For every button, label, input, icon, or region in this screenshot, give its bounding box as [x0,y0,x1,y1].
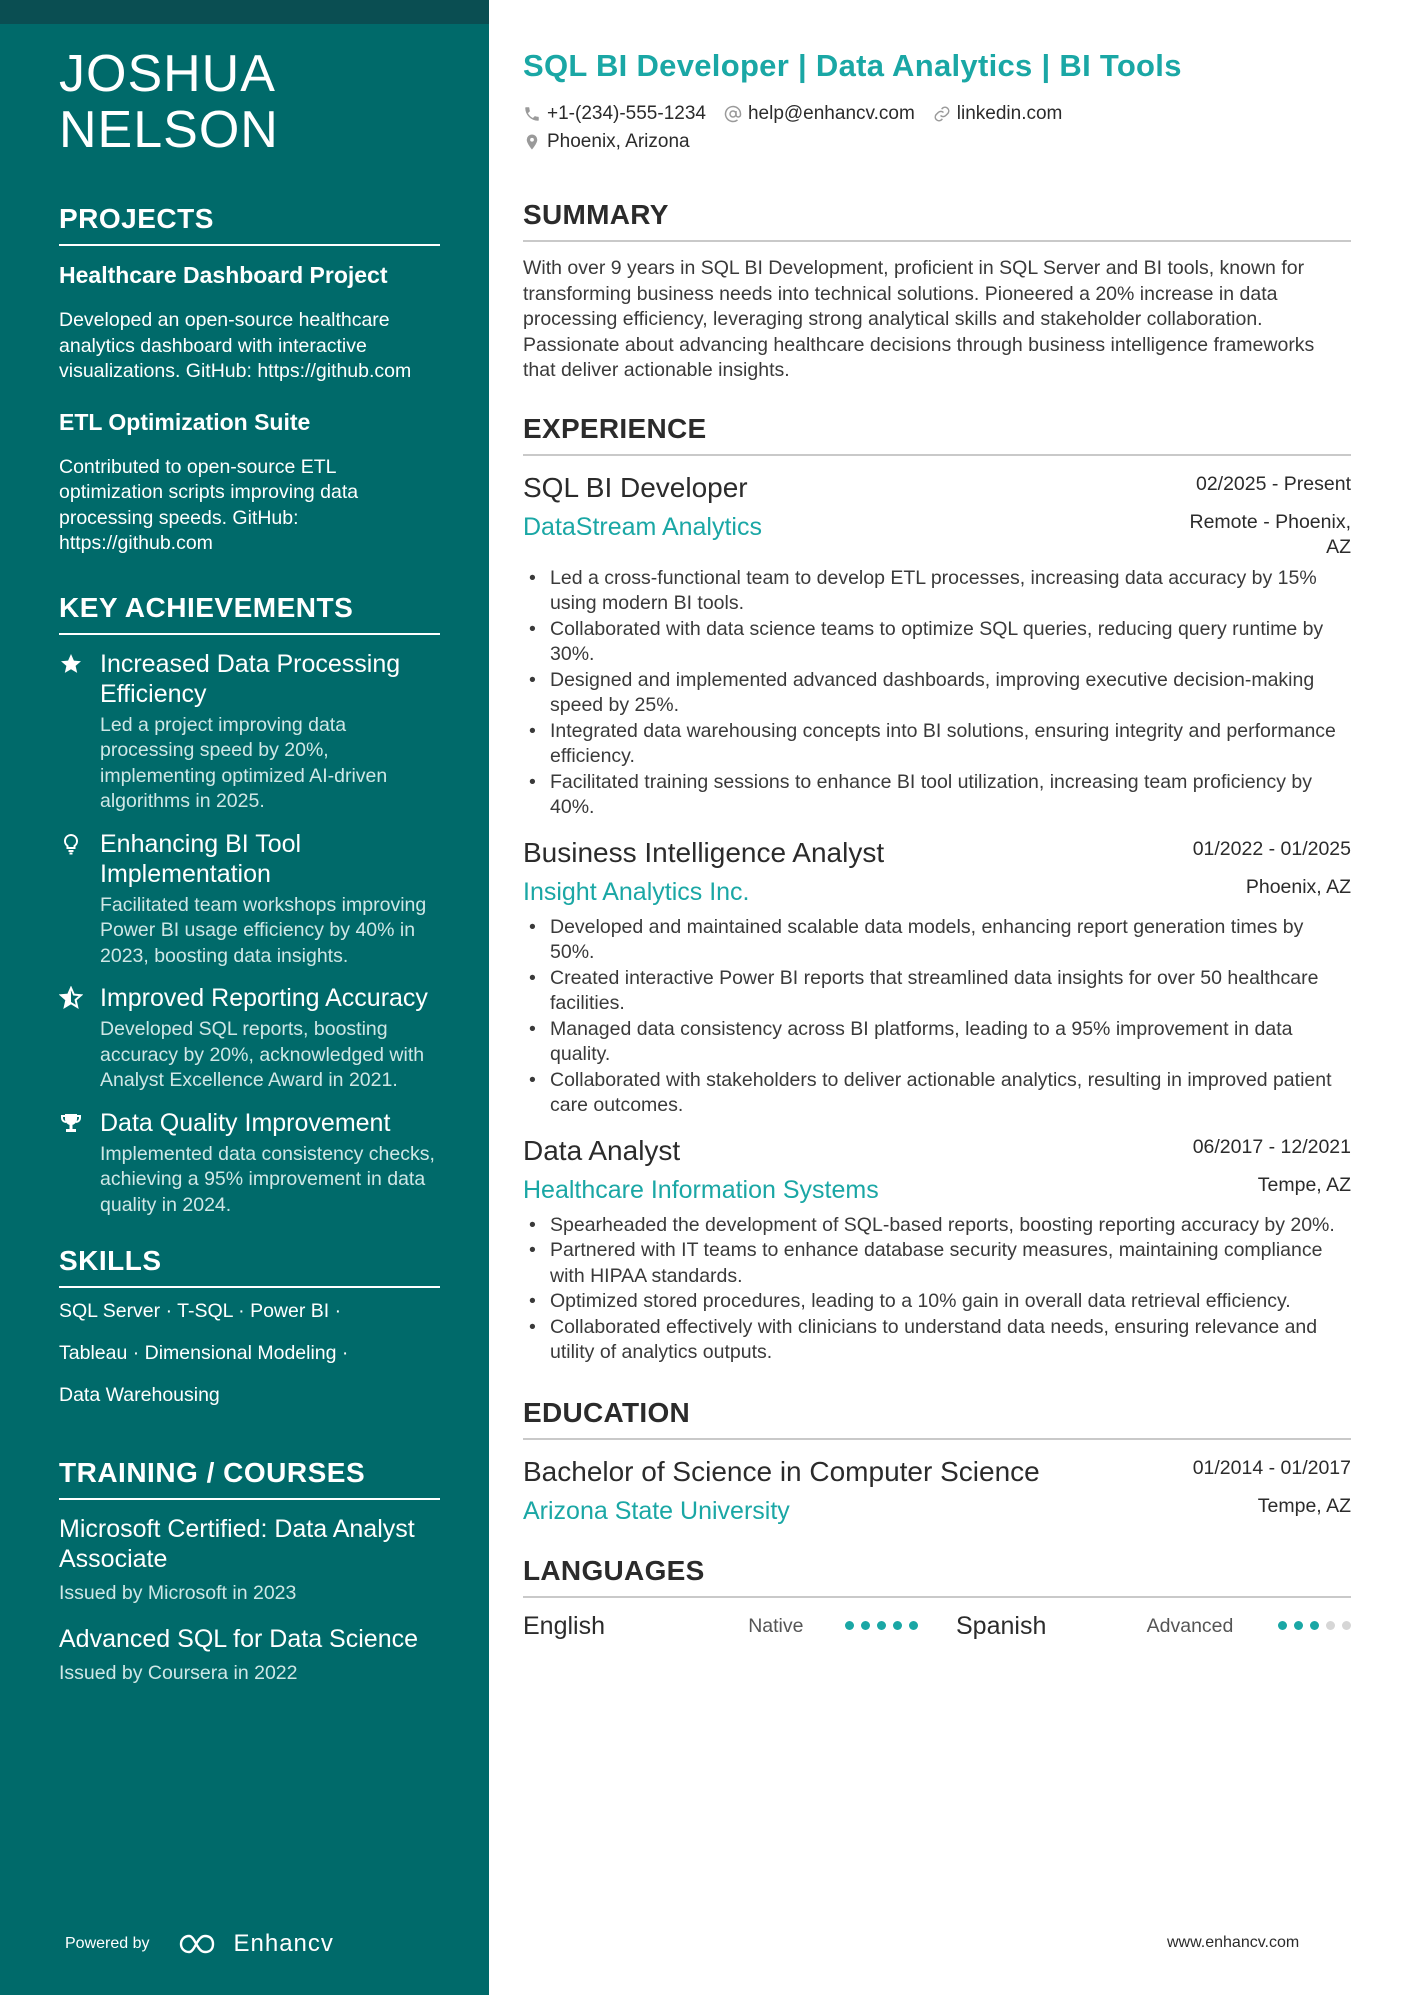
course-meta: Issued by Coursera in 2022 [59,1662,298,1684]
education-section [523,1396,1351,1528]
skills-line: Tableau · Dimensional Modeling · [59,1342,349,1364]
achievement-desc: Facilitated team workshops improving Power BI usage efficiency by 40% in 2023, boosting data insights. [100,893,427,967]
education-location: Tempe, AZ [1257,1494,1351,1517]
bullet-item: • Spearheaded the development of SQL-based reports, boosting reporting accuracy by 20%. [523,1213,1351,1239]
job-entry [523,1133,1351,1366]
achievement-desc: Developed SQL reports, boosting accuracy by 20%, acknowledged with Analyst Excellence Award in 2021. [100,1018,425,1091]
main-content [523,46,1351,1642]
training-title: TRAINING / COURSES [59,1457,366,1488]
achievements-title: KEY ACHIEVEMENTS [59,591,354,623]
job-bullets [523,566,1351,821]
training-section [59,1456,440,1686]
bullet-item: • Designed and implemented advanced dashboards, improving executive decision-making speed by 25%. [523,668,1351,719]
at-icon [724,105,742,123]
lightbulb-icon [59,832,83,856]
course-item [59,1624,440,1686]
bullet-item: • Developed and maintained scalable data models, enhancing report generation times by 50%. [523,915,1351,966]
summary-section [523,198,1351,384]
location-pin-icon [523,133,541,151]
languages-title: LANGUAGES [523,1554,705,1586]
job-dates: 06/2017 - 12/2021 [1192,1135,1351,1158]
powered-by-label: Powered by [65,1935,150,1952]
bullet-item: • Led a cross-functional team to develop ETL processes, increasing data accuracy by 15% using modern BI tools. [523,566,1351,617]
job-title: Business Intelligence Analyst [523,836,885,868]
achievement-item [59,829,440,970]
powered-by [65,1930,334,1958]
rating-dot-filled [909,1621,918,1630]
achievement-desc: Led a project improving data processing speed by 20%, implementing optimized AI-driven algorithms in 2025. [100,713,388,812]
course-title: Microsoft Certified: Data Analyst Associate [59,1515,415,1573]
sidebar [0,0,489,1995]
experience-section [523,412,1351,1366]
job-bullets [523,1213,1351,1366]
phone-icon [523,105,541,123]
course-meta: Issued by Microsoft in 2023 [59,1582,297,1604]
language-level: Advanced [1146,1614,1234,1637]
language-item [956,1610,1351,1642]
bullet-item: • Created interactive Power BI reports that streamlined data insights for over 50 healthcare facilities. [523,966,1351,1017]
achievement-title: Data Quality Improvement [100,1108,391,1137]
email-text: help@enhancv.com [747,103,915,124]
projects-title: PROJECTS [59,203,214,234]
company-name: DataStream Analytics [523,512,762,541]
brand-name: Enhancv [233,1930,334,1957]
education-dates: 01/2014 - 01/2017 [1192,1456,1351,1479]
school-name: Arizona State University [523,1496,790,1525]
job-title: SQL BI Developer [523,471,748,503]
enhancv-logo[interactable] [178,1930,334,1958]
bullet-item: • Collaborated with stakeholders to deliver actionable analytics, resulting in improved patient care outcomes. [523,1068,1351,1119]
skills-line: SQL Server · T-SQL · Power BI · [59,1300,342,1322]
job-entry [523,835,1351,1119]
rating-dot-filled [1278,1621,1287,1630]
rating-dot-empty [1342,1621,1351,1630]
rating-dot-filled [1294,1621,1303,1630]
sidebar-top-band [0,0,489,24]
bullet-item: • Facilitated training sessions to enhance BI tool utilization, increasing team proficiency by 40%. [523,770,1351,821]
achievement-item [59,983,440,1094]
degree: Bachelor of Science in Computer Science [523,1455,1040,1487]
job-title: Data Analyst [523,1134,681,1166]
linkedin-text: linkedin.com [956,103,1063,124]
bullet-item: • Optimized stored procedures, leading to a 10% gain in overall data retrieval efficiency. [523,1289,1351,1315]
job-location: Remote - Phoenix, AZ [1189,510,1351,558]
skills-line: Data Warehousing [59,1384,220,1406]
summary-text: With over 9 years in SQL BI Development, proficient in SQL Server and BI tools, known for transforming business needs into technical solutions. Pioneered a 20% increase in data processing efficiency, leveraging strong analytical skills and stakeholder collaboration. Passionate about advancing healthcare decisions through business intelligence frameworks that deliver actionable insights. [523,257,1315,381]
phone-text: +1-(234)-555-1234 [547,103,706,124]
job-location: Phoenix, AZ [1245,875,1351,898]
project-desc: Contributed to open-source ETL optimization scripts improving data processing speeds. GitHub: https://github.com [59,455,359,554]
star-outline-icon [59,986,83,1010]
contact-location [523,128,690,156]
achievement-title: Increased Data Processing Efficiency [100,649,401,708]
language-name: Spanish [956,1611,1047,1640]
headline: SQL BI Developer | Data Analytics | BI Tools [523,48,1182,83]
divider [523,1438,1351,1440]
project-item [59,260,440,385]
course-item [59,1514,440,1606]
job-location: Tempe, AZ [1257,1173,1351,1196]
summary-title: SUMMARY [523,199,669,230]
achievement-item [59,1108,440,1219]
divider [59,1286,440,1288]
job-bullets [523,915,1351,1119]
job-dates: 01/2022 - 01/2025 [1192,837,1351,860]
rating-dot-empty [1326,1621,1335,1630]
language-level: Native [748,1614,804,1637]
divider [523,240,1351,242]
rating-dot-filled [1310,1621,1319,1630]
bullet-item: • Collaborated effectively with clinicians to understand data needs, ensuring relevance and utility of analytics outputs. [523,1315,1351,1366]
education-entry [523,1454,1351,1528]
contact-phone[interactable] [523,100,706,128]
language-rating [1278,1621,1351,1630]
rating-dot-filled [877,1621,886,1630]
divider [59,244,440,246]
trophy-icon [59,1111,83,1135]
job-dates: 02/2025 - Present [1195,472,1351,495]
projects-section [59,202,440,557]
rating-dot-filled [845,1621,854,1630]
project-title: Healthcare Dashboard Project [59,262,388,288]
education-title: EDUCATION [523,1396,691,1428]
rating-dot-filled [893,1621,902,1630]
candidate-name [59,46,440,158]
link-icon [933,105,951,123]
name-last: NELSON [59,101,279,159]
company-name: Insight Analytics Inc. [523,877,750,906]
website-link[interactable]: www.enhancv.com [1167,1934,1300,1951]
achievement-title: Improved Reporting Accuracy [100,984,428,1012]
bullet-item: • Integrated data warehousing concepts into BI solutions, ensuring integrity and performance efficiency. [523,719,1351,770]
project-desc: Developed an open-source healthcare analytics dashboard with interactive visualizations. GitHub: https://github.com [59,309,412,382]
achievement-title: Enhancing BI Tool Implementation [100,829,302,888]
achievements-section [59,591,440,1219]
project-item [59,407,440,557]
skills-section [59,1244,440,1416]
name-first: JOSHUA [59,45,276,103]
achievement-desc: Implemented data consistency checks, achieving a 95% improvement in data quality in 2024. [100,1142,435,1216]
enhancv-logo-icon [178,1932,224,1956]
company-name: Healthcare Information Systems [523,1175,879,1204]
language-item [523,1610,918,1642]
languages-section [523,1554,1351,1642]
bullet-item: • Managed data consistency across BI platforms, leading to a 95% improvement in data quality. [523,1017,1351,1068]
divider [59,633,440,635]
experience-title: EXPERIENCE [523,412,707,444]
achievement-item [59,649,440,815]
bullet-item: • Collaborated with data science teams to optimize SQL queries, reducing query runtime by 30%. [523,617,1351,668]
divider [523,1596,1351,1598]
skills-title: SKILLS [59,1245,162,1276]
divider [523,454,1351,456]
divider [59,1498,440,1500]
course-title: Advanced SQL for Data Science [59,1625,418,1653]
location-text: Phoenix, Arizona [547,131,690,152]
contact-linkedin[interactable] [933,100,1063,128]
rating-dot-filled [861,1621,870,1630]
job-entry [523,470,1351,821]
star-icon [59,652,83,676]
contact-info [523,100,1351,156]
project-title: ETL Optimization Suite [59,408,311,435]
language-rating [845,1621,918,1630]
contact-email[interactable] [724,100,915,128]
language-name: English [523,1611,605,1640]
bullet-item: • Partnered with IT teams to enhance database security measures, maintaining compliance with HIPAA standards. [523,1238,1351,1289]
